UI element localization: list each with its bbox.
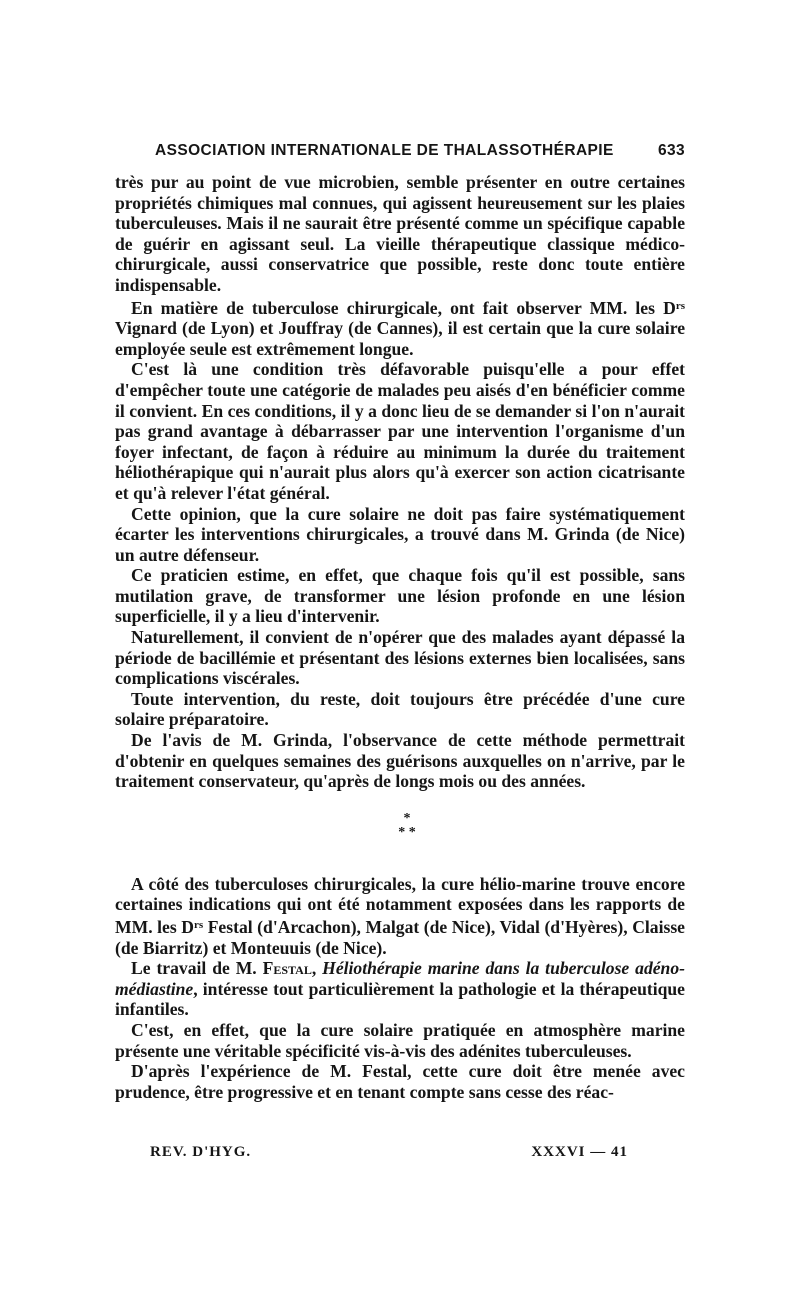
paragraph-11: C'est, en effet, que la cure solaire pratiquée en atmosphère marine présente une véritable spécificité vis-à-vis des adénites tuberculeuses. [115,1019,685,1061]
paragraph-10-text-b: , [311,958,323,979]
page [115,142,685,1102]
paragraph-1: très pur au point de vue microbien, semble présenter en outre certaines propriétés chimiques mal connues, qui agissent heureusement sur les plaies tuberculeuses. Mais il ne saurait être présenté comme un spécifique capable de guérir en agissant seul. La vieille thérapeutique classique médico-chirurgicale, aussi conservatrice que possible, reste donc toute entière indispensable. [115,172,685,295]
page-footer [150,1144,628,1161]
running-header [115,142,685,160]
page-number: 633 [657,142,685,159]
paragraph-10-text-c: , intéresse tout particulièrement la pathologie et la thérapeutique infantiles. [115,978,685,1020]
footer-signature: XXXVI — 41 [531,1144,628,1160]
paragraph-5: Ce praticien estime, en effet, que chaque fois qu'il est possible, sans mutilation grave, de transformer une lésion profonde en une lésion superficielle, il y a lieu d'intervenir. [115,565,685,627]
separator-star-top: * [403,810,411,826]
paragraph-9 [115,874,685,958]
paragraph-2-text-b: Vignard (de Lyon) et Jouffray (de Cannes), il est certain que la cure solaire employée seule est extrêmement longue. [115,318,685,359]
footer-journal: REV. D'HYG. [150,1144,252,1160]
paragraph-10 [115,958,685,1020]
paragraph-3: C'est là une condition très défavorable puisqu'elle a pour effet d'empêcher toute une catégorie de malades peu aisés d'en bénéficier comme il convient. En ces conditions, il y a donc lieu de se demander si l'on n'aurait pas grand avantage à débarrasser par une intervention l'organisme d'un foyer infectant, de façon à réduire au minimum la durée du traitement héliothérapique qui n'aurait plus alors qu'à exercer son action cicatrisante et qu'à relever l'état général. [115,359,685,503]
running-title: ASSOCIATION INTERNATIONALE DE THALASSOTHÉRAPIE [155,142,614,159]
paragraph-9-text-a: A côté des tuberculoses chirurgicales, la cure hélio-marine trouve encore certaines indications qui ont été notamment exposées dans les rapports de MM. les D [115,873,685,937]
paragraph-2-text-a: En matière de tuberculose chirurgicale, ont fait observer MM. les D [131,297,676,318]
paragraph-2 [115,296,685,360]
author-name: Festal [262,958,312,979]
paragraph-4: Cette opinion, que la cure solaire ne doit pas faire systématiquement écarter les interventions chirurgicales, a trouvé dans M. Grinda (de Nice) un autre défenseur. [115,503,685,565]
section-separator [115,812,685,840]
paragraph-9-superscript: rs [193,919,204,931]
paragraph-9-text-b: Festal (d'Arcachon), Malgat (de Nice), Vidal (d'Hyères), Claisse (de Biarritz) et Monteuuis (de Nice). [115,917,685,958]
paragraph-7: Toute intervention, du reste, doit toujours être précédée d'une cure solaire préparatoire. [115,688,685,730]
paragraph-6: Naturellement, il convient de n'opérer que des malades ayant dépassé la période de bacillémie et présentant des lésions externes bien localisées, sans complications viscérales. [115,627,685,689]
work-title: Héliothérapie marine dans la tuberculose adéno-médiastine [115,958,685,999]
paragraph-8: De l'avis de M. Grinda, l'observance de cette méthode permettrait d'obtenir en quelques semaines des guérisons auxquelles on n'arrive, par le traitement conservateur, qu'après de longs mois ou des années. [115,730,685,792]
paragraph-12: D'après l'expérience de M. Festal, cette cure doit être menée avec prudence, être progressive et en tenant compte sans cesse des réac- [115,1061,685,1102]
body-text [115,172,685,1102]
paragraph-10-text-a: Le travail de M. [131,958,263,979]
separator-stars-bottom: * * [398,824,416,840]
paragraph-2-superscript: rs [675,299,685,312]
